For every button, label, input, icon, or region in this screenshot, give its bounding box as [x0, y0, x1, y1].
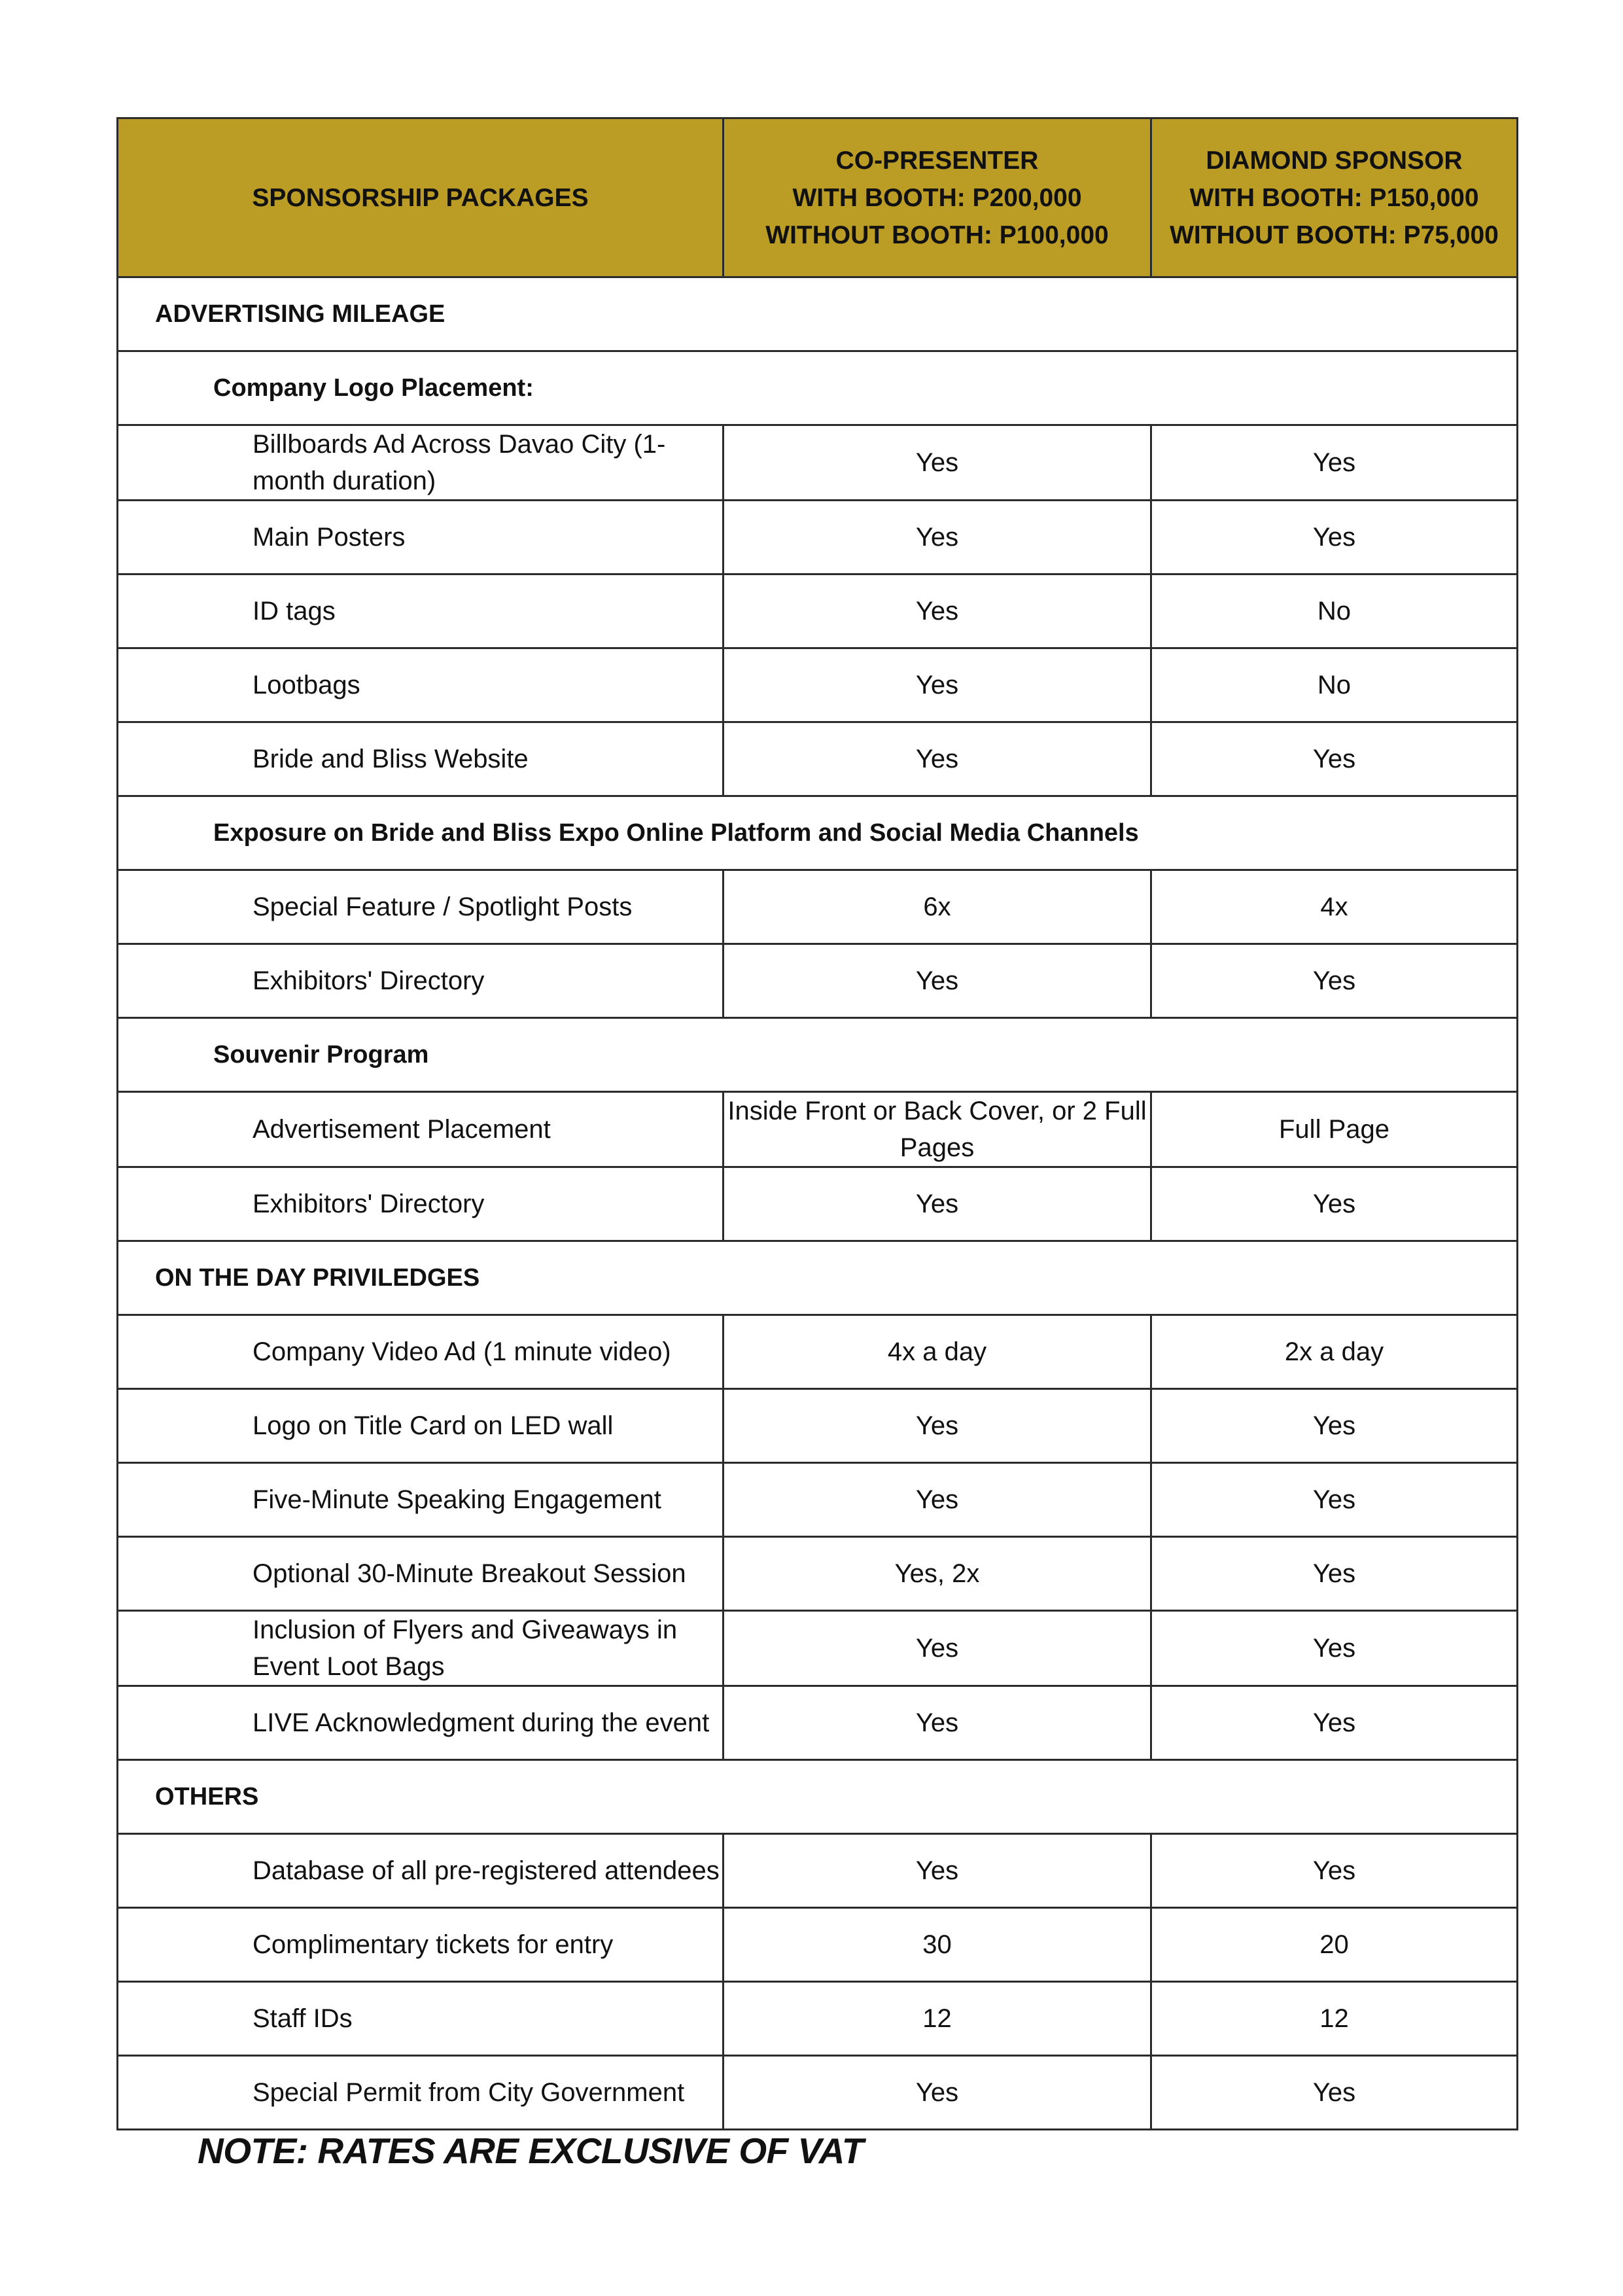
feature-label: Lootbags — [118, 648, 724, 722]
feature-label: ID tags — [118, 574, 724, 648]
diamond-value: 4x — [1151, 870, 1518, 944]
subsection-row — [118, 796, 1518, 870]
diamond-value: Yes — [1151, 1463, 1518, 1537]
co-presenter-title: CO-PRESENTER — [835, 146, 1039, 175]
co-presenter-value: Yes — [724, 1167, 1151, 1241]
co-presenter-value: Inside Front or Back Cover, or 2 Full Pages — [724, 1092, 1151, 1167]
feature-label: Staff IDs — [118, 1982, 724, 2056]
co-presenter-value: 30 — [724, 1908, 1151, 1982]
co-presenter-value: Yes — [724, 1389, 1151, 1463]
table-row — [118, 1611, 1518, 1686]
table-row — [118, 1315, 1518, 1389]
diamond-value: Yes — [1151, 944, 1518, 1018]
header-co-presenter — [724, 118, 1151, 277]
feature-label: Logo on Title Card on LED wall — [118, 1389, 724, 1463]
co-presenter-value: Yes — [724, 574, 1151, 648]
feature-label: Exhibitors' Directory — [118, 944, 724, 1018]
feature-label: Database of all pre-registered attendees — [118, 1834, 724, 1908]
feature-label: Main Posters — [118, 501, 724, 574]
table-row — [118, 501, 1518, 574]
diamond-title: DIAMOND SPONSOR — [1206, 146, 1463, 175]
co-presenter-value: Yes — [724, 501, 1151, 574]
feature-label: Advertisement Placement — [118, 1092, 724, 1167]
diamond-value: Yes — [1151, 1167, 1518, 1241]
header-packages-label: SPONSORSHIP PACKAGES — [252, 183, 589, 212]
diamond-value: Yes — [1151, 1686, 1518, 1760]
co-presenter-value: Yes — [724, 425, 1151, 501]
feature-label: Optional 30-Minute Breakout Session — [118, 1537, 724, 1611]
sponsorship-sheet — [116, 117, 1516, 2130]
table-row — [118, 870, 1518, 944]
diamond-value: No — [1151, 648, 1518, 722]
table-row — [118, 1982, 1518, 2056]
subsection-heading: Exposure on Bride and Bliss Expo Online Platform and Social Media Channels — [118, 796, 1518, 870]
co-presenter-value: Yes — [724, 648, 1151, 722]
diamond-value: 12 — [1151, 1982, 1518, 2056]
diamond-value: Yes — [1151, 501, 1518, 574]
table-row — [118, 1834, 1518, 1908]
co-presenter-value: Yes — [724, 2056, 1151, 2130]
table-row — [118, 944, 1518, 1018]
feature-label: LIVE Acknowledgment during the event — [118, 1686, 724, 1760]
section-row — [118, 1241, 1518, 1315]
header-row — [118, 118, 1518, 277]
co-presenter-value: Yes — [724, 1686, 1151, 1760]
diamond-value: No — [1151, 574, 1518, 648]
diamond-value: 20 — [1151, 1908, 1518, 1982]
feature-label: Company Video Ad (1 minute video) — [118, 1315, 724, 1389]
diamond-value: Yes — [1151, 425, 1518, 501]
table-row — [118, 722, 1518, 796]
diamond-value: Yes — [1151, 1834, 1518, 1908]
diamond-without-booth: WITHOUT BOOTH: P75,000 — [1170, 221, 1499, 249]
feature-label: Five-Minute Speaking Engagement — [118, 1463, 724, 1537]
diamond-value: Yes — [1151, 1389, 1518, 1463]
co-presenter-value: Yes — [724, 1463, 1151, 1537]
diamond-value: Yes — [1151, 1537, 1518, 1611]
table-row — [118, 648, 1518, 722]
diamond-value: 2x a day — [1151, 1315, 1518, 1389]
co-presenter-without-booth: WITHOUT BOOTH: P100,000 — [765, 221, 1109, 249]
feature-label: Special Permit from City Government — [118, 2056, 724, 2130]
table-row — [118, 1686, 1518, 1760]
section-heading: ADVERTISING MILEAGE — [118, 277, 1518, 351]
feature-label: Exhibitors' Directory — [118, 1167, 724, 1241]
header-diamond-sponsor — [1151, 118, 1518, 277]
table-row — [118, 1908, 1518, 1982]
feature-label: Complimentary tickets for entry — [118, 1908, 724, 1982]
co-presenter-value: Yes — [724, 1611, 1151, 1686]
diamond-value: Yes — [1151, 722, 1518, 796]
co-presenter-value: 6x — [724, 870, 1151, 944]
table-body — [118, 277, 1518, 2130]
section-row — [118, 1760, 1518, 1834]
vat-note: NOTE: RATES ARE EXCLUSIVE OF VAT — [198, 2130, 864, 2171]
feature-label: Bride and Bliss Website — [118, 722, 724, 796]
subsection-heading: Company Logo Placement: — [118, 351, 1518, 425]
table-row — [118, 574, 1518, 648]
section-heading: OTHERS — [118, 1760, 1518, 1834]
diamond-value: Yes — [1151, 2056, 1518, 2130]
header-packages — [118, 118, 724, 277]
subsection-row — [118, 1018, 1518, 1092]
diamond-with-booth: WITH BOOTH: P150,000 — [1189, 183, 1479, 212]
section-row — [118, 277, 1518, 351]
section-heading: ON THE DAY PRIVILEDGES — [118, 1241, 1518, 1315]
subsection-heading: Souvenir Program — [118, 1018, 1518, 1092]
feature-label: Special Feature / Spotlight Posts — [118, 870, 724, 944]
diamond-value: Yes — [1151, 1611, 1518, 1686]
table-row — [118, 1389, 1518, 1463]
table-row — [118, 425, 1518, 501]
subsection-row — [118, 351, 1518, 425]
table-row — [118, 1092, 1518, 1167]
co-presenter-value: Yes — [724, 1834, 1151, 1908]
table-row — [118, 1167, 1518, 1241]
co-presenter-value: 4x a day — [724, 1315, 1151, 1389]
feature-label: Billboards Ad Across Davao City (1-month duration) — [118, 425, 724, 501]
table-row — [118, 1537, 1518, 1611]
co-presenter-value: Yes — [724, 722, 1151, 796]
co-presenter-value: 12 — [724, 1982, 1151, 2056]
sponsorship-table — [116, 117, 1518, 2130]
feature-label: Inclusion of Flyers and Giveaways in Event Loot Bags — [118, 1611, 724, 1686]
table-row — [118, 2056, 1518, 2130]
co-presenter-with-booth: WITH BOOTH: P200,000 — [792, 183, 1082, 212]
diamond-value: Full Page — [1151, 1092, 1518, 1167]
table-row — [118, 1463, 1518, 1537]
co-presenter-value: Yes — [724, 944, 1151, 1018]
co-presenter-value: Yes, 2x — [724, 1537, 1151, 1611]
